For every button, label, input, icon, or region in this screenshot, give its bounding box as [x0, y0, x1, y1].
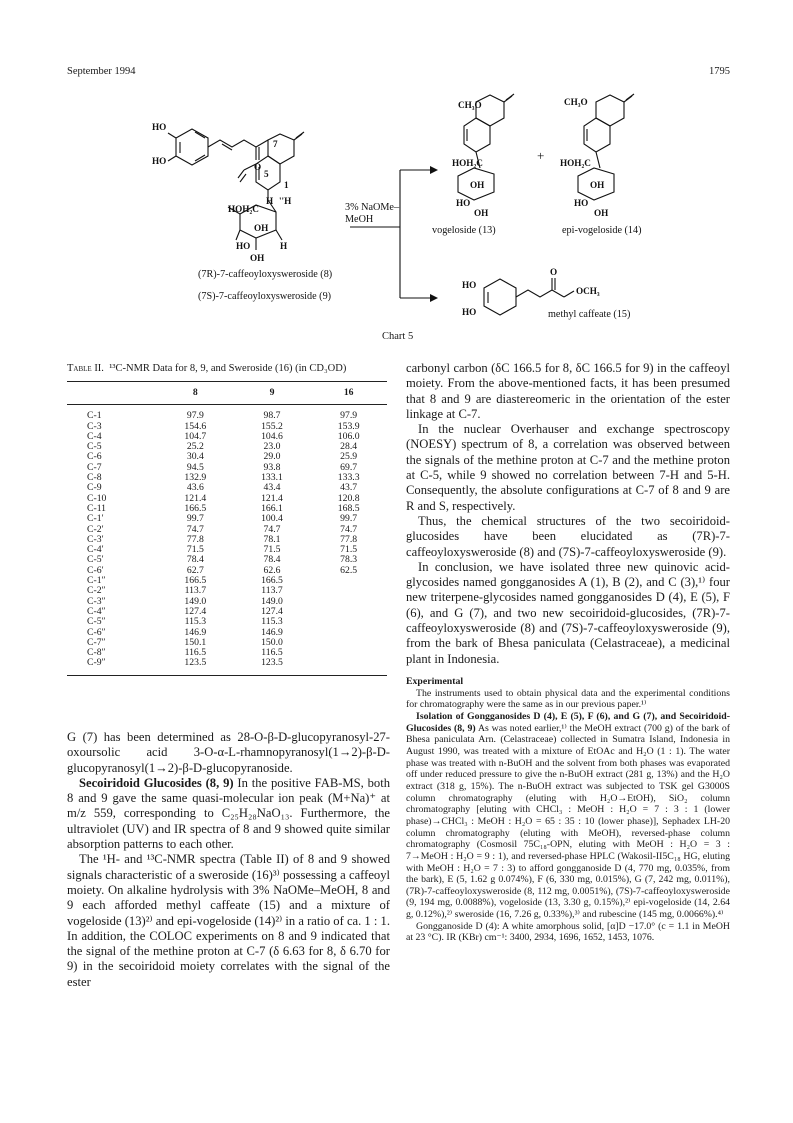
- carbon-label-cell: C-1′: [87, 513, 104, 525]
- compound-label-15: methyl caffeate (15): [548, 309, 631, 320]
- table-header-cell: 9: [234, 382, 311, 405]
- carbon-label-cell: C-9: [87, 482, 102, 494]
- shift-value-cell: 121.4: [261, 492, 283, 504]
- shift-value-cell: 78.3: [340, 554, 358, 566]
- table-row: [67, 473, 387, 483]
- carbon-label-cell: C-11: [87, 502, 107, 514]
- shift-value-cell: [310, 597, 387, 607]
- shift-value-cell: 99.7: [340, 513, 358, 525]
- epi-vogeloside-lactone: [596, 95, 624, 126]
- chart-caption: Chart 5: [382, 331, 414, 342]
- label-ch3o-13: CH₃O: [458, 100, 482, 110]
- paragraph: Thus, the chemical structures of the two secoiridoid-glucosides have been elucidated as (7R)-7-caffeoyloxysweroside (8) and (7S)-7-caffeoyloxysweroside (9).: [406, 513, 730, 559]
- shift-value-cell: 104.6: [261, 430, 283, 442]
- paragraph: In the nuclear Overhauser and exchange spectroscopy (NOESY) spectrum of 8, a correlation was observed between the signals of the methine proton at C-7 and the methine proton at C-5, while 9 showed no correlation between 7-H and 5-H. Consequently, the absolute configurations at C-7 of 8 and 9 are R and S, respectively.: [406, 422, 730, 513]
- carbon-label-cell: C-2″: [87, 585, 106, 597]
- label-o: O: [254, 162, 262, 172]
- shift-value-cell: 166.1: [261, 502, 283, 514]
- shift-value-cell: 106.0: [337, 430, 360, 442]
- shift-value-cell: 121.4: [184, 492, 207, 504]
- label-hh: ''H: [279, 196, 292, 206]
- paragraph-text: As was noted earlier,¹⁾ the MeOH extract (700 g) of the bark of Bhesa paniculata Arn. (Celastraceae) collected in Sumatra Island, Indonesia in August 1990, was treated with a mixture of EtOAc and H₂O (1 : 1). The water phase was treated with n-BuOH and the solvent from both phases was evaporated off under reduced pressure to give the n-BuOH extract (281 g, 13%) and the H₂O extract (318 g, 15%). The n-BuOH extract was subjected to TSK gel G3000S column chromatography (eluting with H₂O→EtOH), SiO₂ column chromatography [eluting with CHCl₃ : MeOH : H₂O = 7 : 3 : 1 (lower phase)→CHCl₃ : MeOH : H₂O = 65 : 35 : 10 (lower phase)], Sephadex LH-20 column chromatography (eluting with MeOH), reversed-phase column chromatography (Cosmosil 75C₁₈-OPN, eluting with MeOH : H₂O = 3 : 7→MeOH : H₂O = 9 : 1), and reversed-phase HPLC (Wakosil-II5C₁₈ HG, eluting with MeOH : H₂O = 7 : 3) to afford gongganoside D (4, 770 mg, 0.035%, from the bark), E (5, 1.62 g 0.074%), F (6, 330 mg, 0.015%), G (7, 242 mg, 0.011%), (7R)-7-caffeoyloxysweroside (8, 112 mg, 0.0051%), (7S)-7-caffeoyloxysweroside (9, 194 mg, 0.0088%), vogeloside (13, 3.30 g, 0.15%),²⁾ epi-vogeloside (14, 2.64 g, 0.12%),²⁾ sweroside (16, 7.26 g, 0.33%),³⁾ and rubescine (145 mg, 0.0066%).⁴⁾: [406, 722, 730, 921]
- compound-label-14: epi-vogeloside (14): [562, 225, 642, 236]
- shift-value-cell: 25.2: [186, 441, 204, 453]
- shift-value-cell: [310, 658, 387, 675]
- label-oh2-13: OH: [474, 208, 489, 218]
- paragraph: The ¹H- and ¹³C-NMR spectra (Table II) of 8 and 9 showed signals characteristic of a sweroside (16)³⁾ possessing a caffeoyl moiety. On alkaline hydrolysis with 3% NaOMe–MeOH, 8 and 9 each afforded methyl caffeate (15) and a mixture of vogeloside (13)²⁾ and epi-vogeloside (14)²⁾ in a ratio of ca. 1 : 1. In addition, the COLOC experiments on 8 and 9 indicated that the signal of the methine proton at C-7 (δ 6.63 for 8, δ 6.70 for 9) in the secoiridoid moiety correlates with the signal of the ester: [67, 852, 390, 989]
- section-heading: Secoiridoid Glucosides (8, 9): [79, 775, 234, 790]
- label-ho-glc: HO: [236, 241, 251, 251]
- right-column-text: [406, 361, 730, 667]
- table-row: [67, 576, 387, 586]
- table-row: [67, 638, 387, 648]
- shift-value-cell: 94.5: [186, 461, 204, 473]
- lactone-ring: [268, 134, 294, 164]
- shift-value-cell: 74.7: [340, 523, 358, 535]
- shift-value-cell: 150.1: [184, 636, 207, 648]
- shift-value-cell: 146.9: [261, 626, 283, 638]
- left-column-text: [67, 730, 390, 990]
- table-row: [67, 442, 387, 452]
- shift-value-cell: [310, 628, 387, 638]
- label-n5: 5: [264, 169, 269, 179]
- shift-value-cell: 78.1: [263, 533, 281, 545]
- vogeloside-pyran: [464, 118, 490, 152]
- shift-value-cell: 74.7: [263, 523, 281, 535]
- carbon-label-cell: C-4: [87, 430, 102, 442]
- shift-value-cell: 104.7: [184, 430, 207, 442]
- shift-value-cell: [310, 607, 387, 617]
- label-och3-15: OCH₃: [576, 286, 600, 296]
- shift-value-cell: 23.0: [263, 441, 281, 453]
- label-oh-14: OH: [590, 180, 605, 190]
- shift-value-cell: 149.0: [184, 595, 207, 607]
- shift-value-cell: 78.4: [186, 554, 204, 566]
- carbon-label-cell: C-5′: [87, 554, 104, 566]
- shift-value-cell: 168.5: [337, 502, 360, 514]
- shift-value-cell: 149.0: [261, 595, 283, 607]
- reagent-line2: MeOH: [345, 214, 374, 225]
- table-title: [67, 363, 387, 374]
- table-row: [67, 617, 387, 627]
- carbon-label-cell: C-3′: [87, 533, 104, 545]
- shift-value-cell: 115.3: [261, 616, 283, 628]
- compound-label-8: (7R)-7-caffeoyloxysweroside (8): [198, 269, 333, 280]
- carbon-label-cell: C-2′: [87, 523, 104, 535]
- carbon-label-cell: C-4″: [87, 605, 106, 617]
- carbon-label-cell: C-1: [87, 410, 102, 422]
- carbon-label-cell: C-5: [87, 441, 102, 453]
- label-h-glc: H: [280, 241, 288, 251]
- label-n1: 1: [284, 180, 289, 190]
- paragraph: The instruments used to obtain physical data and the experimental conditions for chromatography were the same as in our previous paper.¹⁾: [406, 687, 730, 711]
- shift-value-cell: 62.6: [263, 564, 281, 576]
- catechol-ring: [176, 129, 208, 165]
- table-row: [67, 545, 387, 555]
- shift-value-cell: 166.5: [261, 575, 283, 587]
- paragraph: [67, 776, 390, 852]
- table-row: [67, 432, 387, 442]
- table-row: [67, 555, 387, 565]
- shift-value-cell: 166.5: [184, 502, 207, 514]
- shift-value-cell: 146.9: [184, 626, 207, 638]
- shift-value-cell: 28.4: [340, 441, 358, 453]
- table-row: [67, 514, 387, 524]
- table-title-prefix: Table II.: [67, 363, 104, 374]
- label-h-left: H: [266, 196, 274, 206]
- table-row: [67, 648, 387, 658]
- table-row: [67, 405, 387, 422]
- shift-value-cell: 93.8: [263, 461, 281, 473]
- shift-value-cell: 62.7: [186, 564, 204, 576]
- experimental-section: [406, 676, 730, 944]
- shift-value-cell: [310, 576, 387, 586]
- compound-label-13: vogeloside (13): [432, 225, 496, 236]
- shift-value-cell: 43.7: [340, 482, 358, 494]
- shift-value-cell: [310, 617, 387, 627]
- carbon-label-cell: C-8: [87, 472, 102, 484]
- shift-value-cell: 113.7: [261, 585, 283, 597]
- shift-value-cell: 43.6: [186, 482, 204, 494]
- paragraph: carbonyl carbon (δC 166.5 for 8, δC 166.5 for 9) in the caffeoyl moiety. From the above-mentioned facts, it has been presumed that 8 and 9 are diastereomeric in the orientation of the ester linkage at C-7.: [406, 361, 730, 421]
- shift-value-cell: 71.5: [186, 544, 204, 556]
- shift-value-cell: 133.3: [337, 472, 360, 484]
- paragraph: [406, 711, 730, 921]
- carbon-label-cell: C-6″: [87, 626, 106, 638]
- carbon-label-cell: C-7″: [87, 636, 106, 648]
- nmr-table: [67, 381, 387, 676]
- shift-value-cell: 71.5: [340, 544, 358, 556]
- shift-value-cell: 123.5: [234, 658, 311, 675]
- shift-value-cell: 132.9: [184, 472, 207, 484]
- shift-value-cell: 99.7: [186, 513, 204, 525]
- shift-value-cell: 150.0: [261, 636, 283, 648]
- carbon-label-cell: C-8″: [87, 647, 106, 659]
- label-oh-glc: OH: [254, 223, 269, 233]
- shift-value-cell: 71.5: [263, 544, 281, 556]
- reaction-scheme: [0, 0, 793, 330]
- shift-value-cell: 127.4: [184, 605, 207, 617]
- label-plus: +: [537, 148, 545, 163]
- label-ho-13: HO: [456, 198, 471, 208]
- table-header-cell: 8: [157, 382, 234, 405]
- label-hoh2c: HOH₂C: [228, 204, 259, 214]
- reagent-line1: 3% NaOMe–: [345, 202, 400, 213]
- table-row: [67, 525, 387, 535]
- carbon-label-cell: C-6: [87, 451, 102, 463]
- label-ch3o-14: CH₃O: [564, 97, 588, 107]
- carbon-label-cell: C-10: [87, 492, 107, 504]
- label-ho-15-bottom: HO: [462, 307, 477, 317]
- carbon-label-cell: C-3: [87, 420, 102, 432]
- shift-value-cell: 97.9: [186, 410, 204, 422]
- table-row: [67, 452, 387, 462]
- experimental-heading: Experimental: [406, 676, 464, 687]
- shift-value-cell: 116.5: [261, 647, 283, 659]
- table-row: [67, 535, 387, 545]
- page-number: 1795: [709, 66, 730, 77]
- label-ho-bottom: HO: [152, 156, 167, 166]
- table-row: [67, 504, 387, 514]
- shift-value-cell: [310, 586, 387, 596]
- shift-value-cell: 155.2: [261, 420, 283, 432]
- shift-value-cell: 153.9: [337, 420, 360, 432]
- shift-value-cell: 120.8: [337, 492, 360, 504]
- label-ho-top: HO: [152, 122, 167, 132]
- shift-value-cell: [310, 648, 387, 658]
- shift-value-cell: 29.0: [263, 451, 281, 463]
- label-n7: 7: [273, 139, 278, 149]
- shift-value-cell: 30.4: [186, 451, 204, 463]
- table-row: [67, 597, 387, 607]
- shift-value-cell: 97.9: [340, 410, 358, 422]
- carbon-label-cell: C-6′: [87, 564, 104, 576]
- paragraph: In conclusion, we have isolated three new quinovic acid-glycosides named gongganosides A (1), B (2), and C (3),¹⁾ four new triterpene-glycosides named gongganosides D (4), E (5), F (6), and G (7), and two new secoiridoid-glucosides, (7R)-7-caffeoyloxysweroside (8) and (7S)-7-caffeoyloxysweroside (9), from the bark of Bhesa paniculata (Celastraceae), a medicinal plant in Indonesia.: [406, 559, 730, 666]
- shift-value-cell: 115.3: [184, 616, 207, 628]
- carbon-label-cell: C-4′: [87, 544, 104, 556]
- shift-value-cell: 43.4: [263, 482, 281, 494]
- shift-value-cell: 116.5: [184, 647, 207, 659]
- label-ho-14: HO: [574, 198, 589, 208]
- carbon-label-cell: C-1″: [87, 575, 106, 587]
- carbon-label-cell: C-3″: [87, 595, 106, 607]
- carbon-label-cell: C-5″: [87, 616, 106, 628]
- label-oh-13: OH: [470, 180, 485, 190]
- label-oh-bottom: OH: [250, 253, 265, 263]
- table-row: [67, 566, 387, 576]
- methyl-caffeate-ring: [484, 279, 516, 315]
- label-hoh2c-14: HOH₂C: [560, 158, 591, 168]
- shift-value-cell: 154.6: [184, 420, 207, 432]
- shift-value-cell: 69.7: [340, 461, 358, 473]
- shift-value-cell: [310, 638, 387, 648]
- table-header-cell: 16: [310, 382, 387, 405]
- shift-value-cell: 77.8: [186, 533, 204, 545]
- shift-value-cell: 113.7: [184, 585, 207, 597]
- shift-value-cell: 123.5: [157, 658, 234, 675]
- paragraph-text: In the positive FAB-MS, both 8 and 9 gave the same quasi-molecular ion peak (M+Na)⁺ at m/z 559, corresponding to C₂₅H₂₈NaO₁₃. Furthermore, the ultraviolet (UV) and IR spectra of 8 and 9 showed quite similar absorption patterns to each other.: [67, 775, 390, 852]
- shift-value-cell: 133.1: [261, 472, 283, 484]
- shift-value-cell: 98.7: [263, 410, 281, 422]
- subsection-heading: Isolation of Gongganosides D (4), E (5), F (6), and G (7), and Secoiridoid-Glucosides (8, 9): [406, 710, 730, 734]
- shift-value-cell: 100.4: [261, 513, 283, 525]
- shift-value-cell: 62.5: [340, 564, 358, 576]
- label-o-15: O: [550, 267, 558, 277]
- table-row: [67, 628, 387, 638]
- table-row: [67, 586, 387, 596]
- table-title-text: ¹³C-NMR Data for 8, 9, and Sweroside (16) (in CD₃OD): [109, 363, 347, 374]
- epi-vogeloside-pyran: [584, 118, 610, 152]
- shift-value-cell: 78.4: [263, 554, 281, 566]
- compound-label-9: (7S)-7-caffeoyloxysweroside (9): [198, 291, 332, 302]
- shift-value-cell: 74.7: [186, 523, 204, 535]
- shift-value-cell: 127.4: [261, 605, 283, 617]
- label-oh2-14: OH: [594, 208, 609, 218]
- running-header-left: September 1994: [67, 66, 136, 77]
- table-row: [67, 658, 387, 675]
- shift-value-cell: 25.9: [340, 451, 358, 463]
- paragraph: G (7) has been determined as 28-O-β-D-glucopyranosyl-27-oxoursolic acid 3-O-α-L-rhamnopyranosyl(1→2)-β-D-glucopyranosyl(1→2)-β-D-glucopyranoside.: [67, 730, 390, 775]
- table-row: [67, 607, 387, 617]
- carbon-label-cell: C-7: [87, 461, 102, 473]
- shift-value-cell: 77.8: [340, 533, 358, 545]
- label-ho-15-top: HO: [462, 280, 477, 290]
- label-hoh2c-13: HOH₂C: [452, 158, 483, 168]
- table-header-row: [67, 382, 387, 405]
- shift-value-cell: 166.5: [184, 575, 207, 587]
- table-header-cell: [67, 382, 157, 405]
- carbon-label-cell: C-9″: [67, 658, 157, 675]
- paragraph: Gongganoside D (4): A white amorphous solid, [α]D −17.0° (c = 1.1 in MeOH at 23 °C). IR (KBr) cm⁻¹: 3400, 2934, 1696, 1652, 1453, 1076.: [406, 920, 730, 944]
